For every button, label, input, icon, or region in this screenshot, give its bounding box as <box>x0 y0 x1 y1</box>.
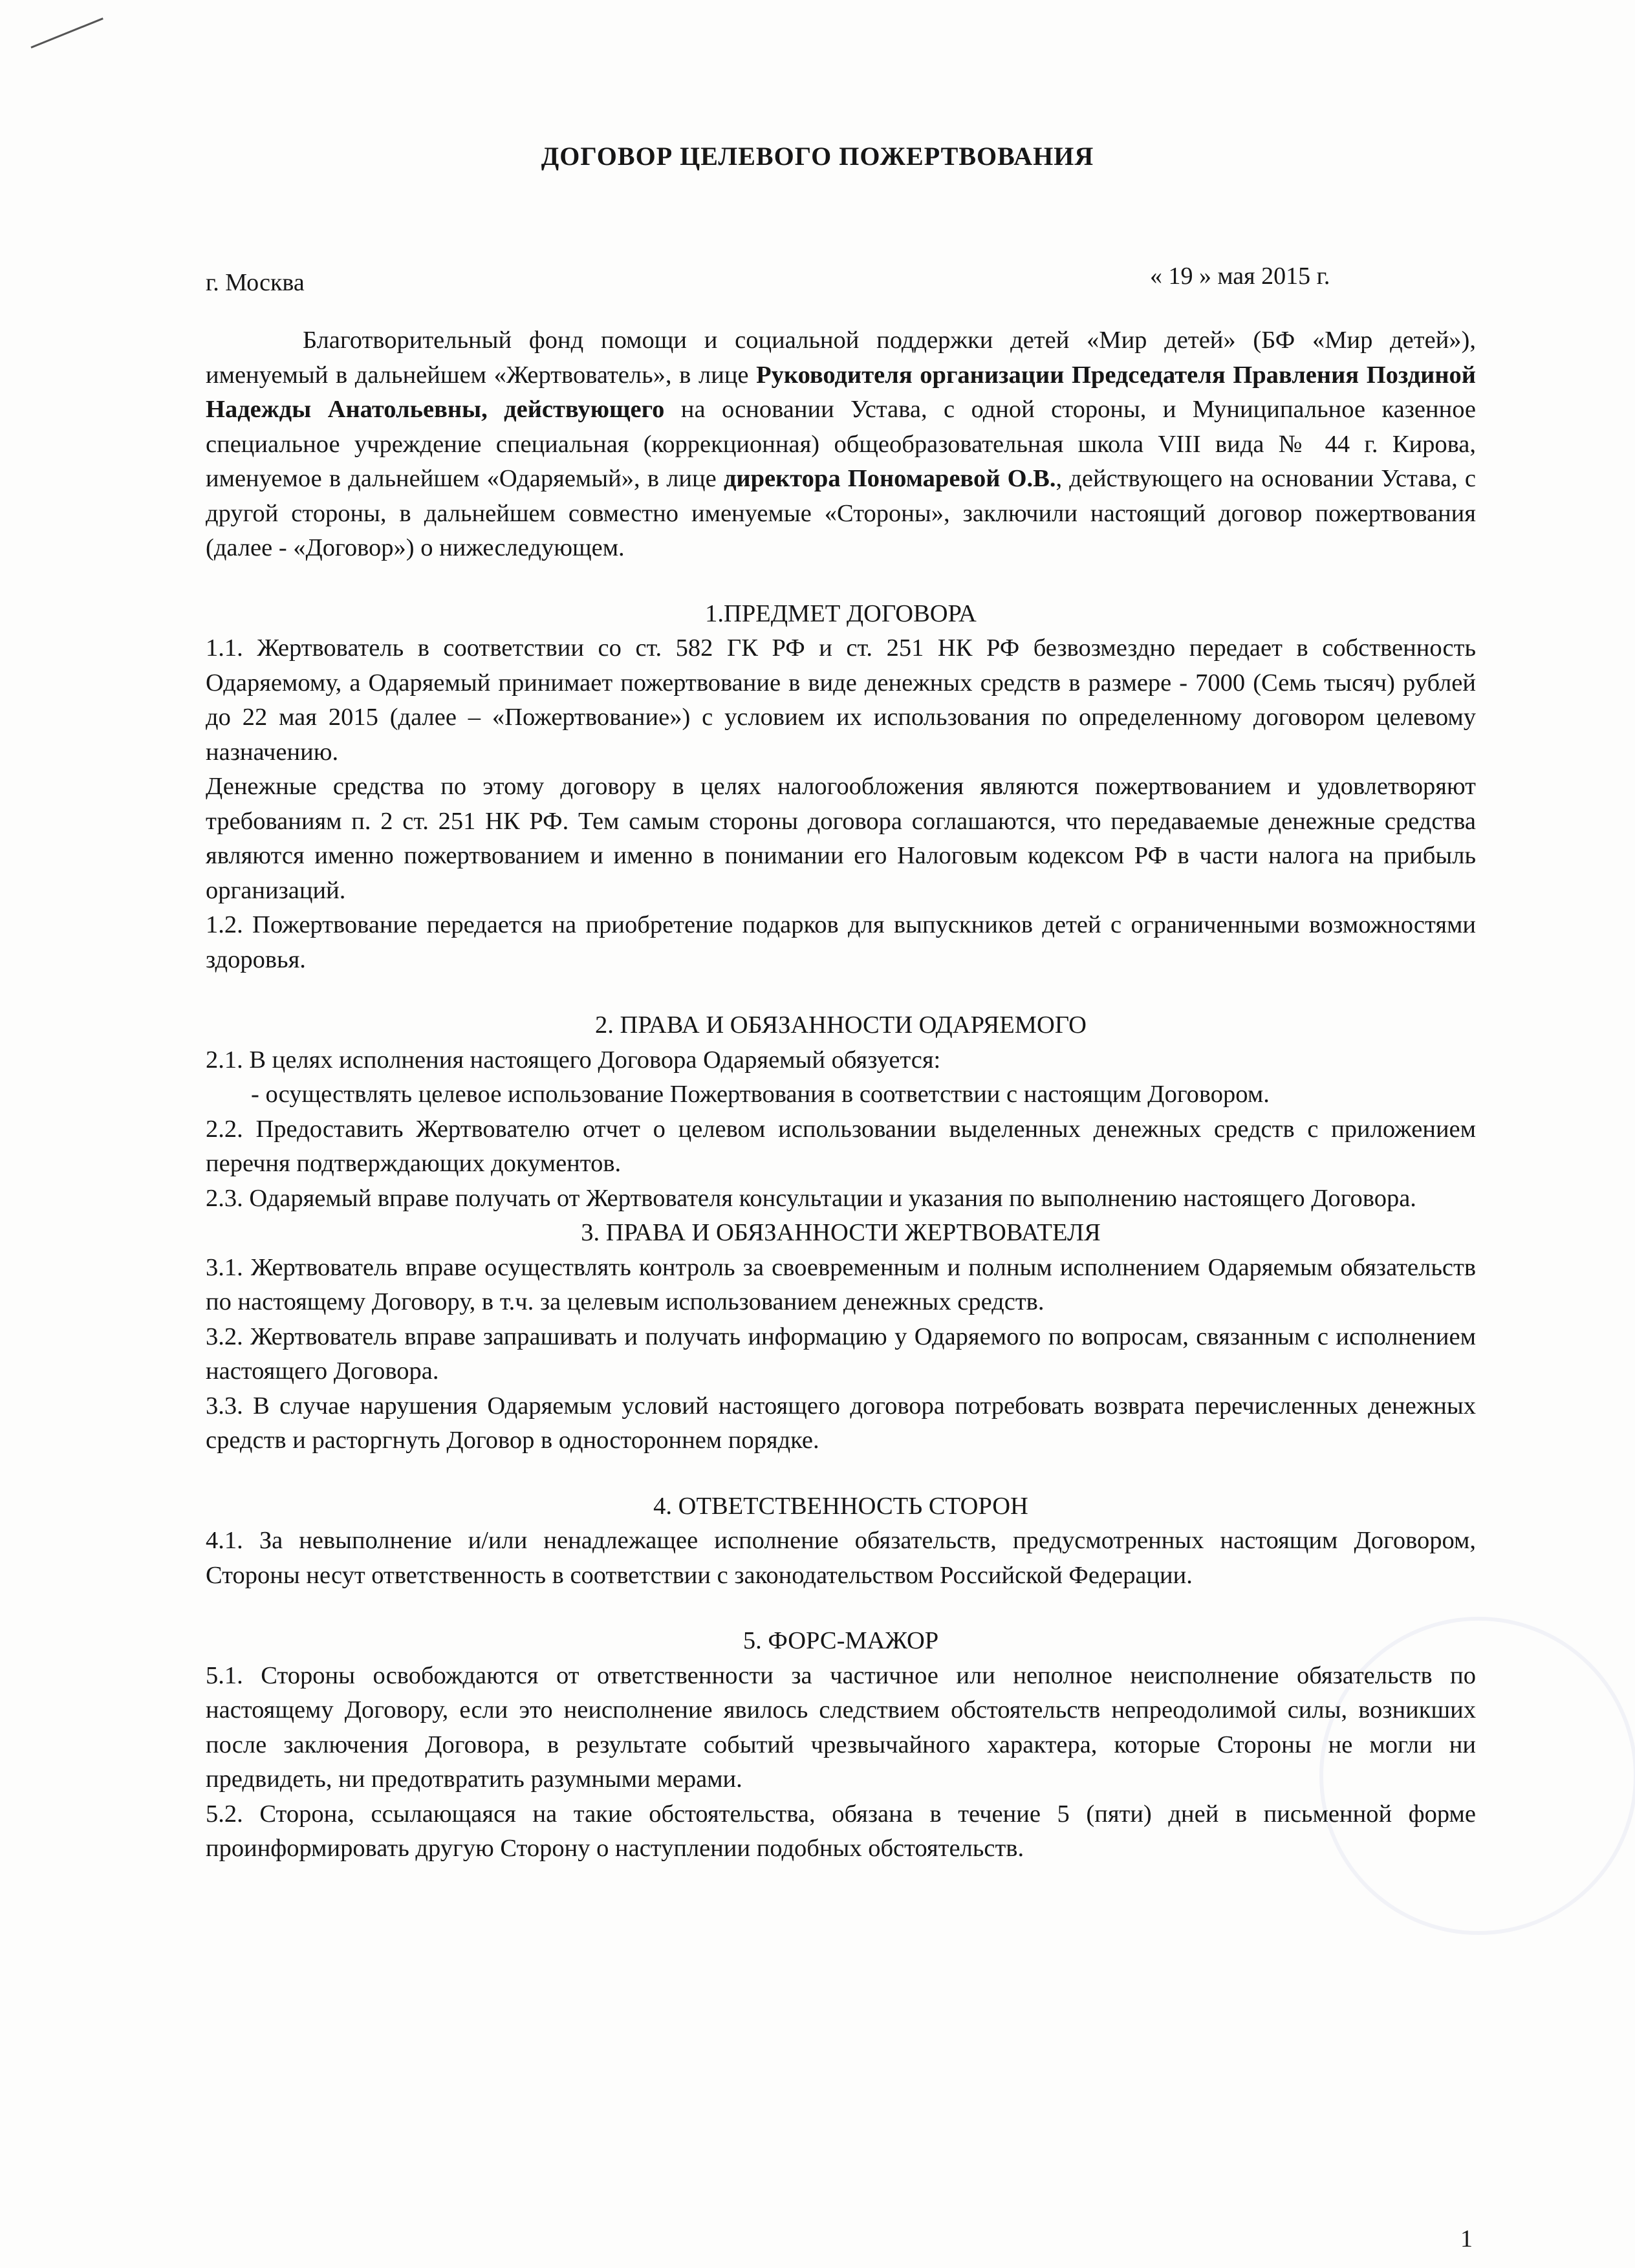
section-4-heading: 4. ОТВЕТСТВЕННОСТЬ СТОРОН <box>653 1492 1028 1520</box>
scan-mark <box>30 17 103 49</box>
clause-1-1: 1.1. Жертвователь в соответствии со ст. 582 ГК РФ и ст. 251 НК РФ безвозмездно передает в собственность Одаряемому, а Одаряемый принимает пожертвование в виде денежных средств в размере - 7000 (Семь тысяч) рублей до 22 мая 2015 (далее – «Пожертвование») с условием их использования по определенному договором целевому назначению. <box>206 634 1476 766</box>
clause-5-1: 5.1. Стороны освобождаются от ответственности за частичное или неполное неисполнение обязательств по настоящему Договору, если это неисполнение явилось следствием обстоятельств непреодолимой силы, возникших после заключения Договора, в результате событий чрезвычайного характера, которые Стороны не могли ни предвидеть, ни предотвратить разумными мерами. <box>206 1661 1476 1793</box>
clause-3-2: 3.2. Жертвователь вправе запрашивать и получать информацию у Одаряемого по вопросам, связанным с исполнением настоящего Договора. <box>206 1323 1476 1385</box>
intro-bold-1: Руководителя организации Председателя Правления Поздиной Надежды Анатольевны, действующего <box>206 361 1476 423</box>
section-3-heading: 3. ПРАВА И ОБЯЗАННОСТИ ЖЕРТВОВАТЕЛЯ <box>581 1219 1101 1246</box>
intro-text-3: , действующего на основании Устава, с другой стороны, в дальнейшем совместно именуемые «Стороны», заключили настоящий договор пожертвования (далее - «Договор») о нижеследующем. <box>206 465 1477 561</box>
clause-5-2: 5.2. Сторона, ссылающаяся на такие обстоятельства, обязана в течение 5 (пяти) дней в письменной форме проинформировать другую Сторону о наступлении подобных обстоятельств. <box>206 1800 1476 1862</box>
contract-date: « 19 » мая 2015 г. <box>1150 263 1330 290</box>
contract-body <box>206 323 1476 1866</box>
clause-3-3: 3.3. В случае нарушения Одаряемым условий настоящего договора потребовать возврата перечисленных денежных средств и расторгнуть Договор в одностороннем порядке. <box>206 1392 1476 1454</box>
intro-paragraph <box>206 323 1476 566</box>
clause-1-2: 1.2. Пожертвование передается на приобретение подарков для выпускников детей с ограниченными возможностями здоровья. <box>206 911 1476 973</box>
clause-2-3: 2.3. Одаряемый вправе получать от Жертвователя консультации и указания по выполнению настоящего Договора. <box>206 1184 1416 1212</box>
clause-2-1-item: - осуществлять целевое использование Пожертвования в соответствии с настоящим Договором. <box>251 1081 1270 1108</box>
document-title: ДОГОВОР ЦЕЛЕВОГО ПОЖЕРТВОВАНИЯ <box>541 142 1094 171</box>
clause-3-1: 3.1. Жертвователь вправе осуществлять контроль за своевременным и полным исполнением Одаряемым обязательств по настоящему Договору, в т.ч. за целевым использованием денежных средств. <box>206 1253 1476 1315</box>
clause-2-1: 2.1. В целях исполнения настоящего Договора Одаряемый обязуется: <box>206 1046 941 1074</box>
page-number: 1 <box>1460 2225 1473 2252</box>
clause-1-1-continued: Денежные средства по этому договору в целях налогообложения являются пожертвованием и удовлетворяют требованиям п. 2 ст. 251 НК РФ. Тем самым стороны договора соглашаются, что передаваемые денежные средства являются именно пожертвованием и именно в понимании его Налоговым кодексом РФ в части налога на прибыль организаций. <box>206 773 1476 904</box>
section-5-heading: 5. ФОРС-МАЖОР <box>742 1627 939 1654</box>
clause-4-1: 4.1. За невыполнение и/или ненадлежащее исполнение обязательств, предусмотренных настоящим Договором, Стороны несут ответственность в соответствии с законодательством Российской Федерации. <box>206 1527 1476 1589</box>
intro-bold-2: директора Пономаревой О.В. <box>723 465 1056 492</box>
section-1-heading: 1.ПРЕДМЕТ ДОГОВОРА <box>705 599 977 627</box>
intro-text-1: Благотворительный фонд помощи и социальной поддержки детей «Мир детей» (БФ «Мир детей»), именуемый в дальнейшем «Жертвователь», в лице <box>206 327 1476 389</box>
intro-text-2: на основании Устава, с одной стороны, и Муниципальное казенное специальное учреждение специальная (коррекционная) общеобразовательная школа VIII вида № 44 г. Кирова, именуемое в дальнейшем «Одаряемый», в лице <box>206 396 1476 492</box>
city: г. Москва <box>206 269 305 296</box>
section-2-heading: 2. ПРАВА И ОБЯЗАННОСТИ ОДАРЯЕМОГО <box>595 1011 1087 1039</box>
clause-2-2: 2.2. Предоставить Жертвователю отчет о целевом использовании выделенных денежных средств с приложением перечня подтверждающих документов. <box>206 1115 1476 1177</box>
